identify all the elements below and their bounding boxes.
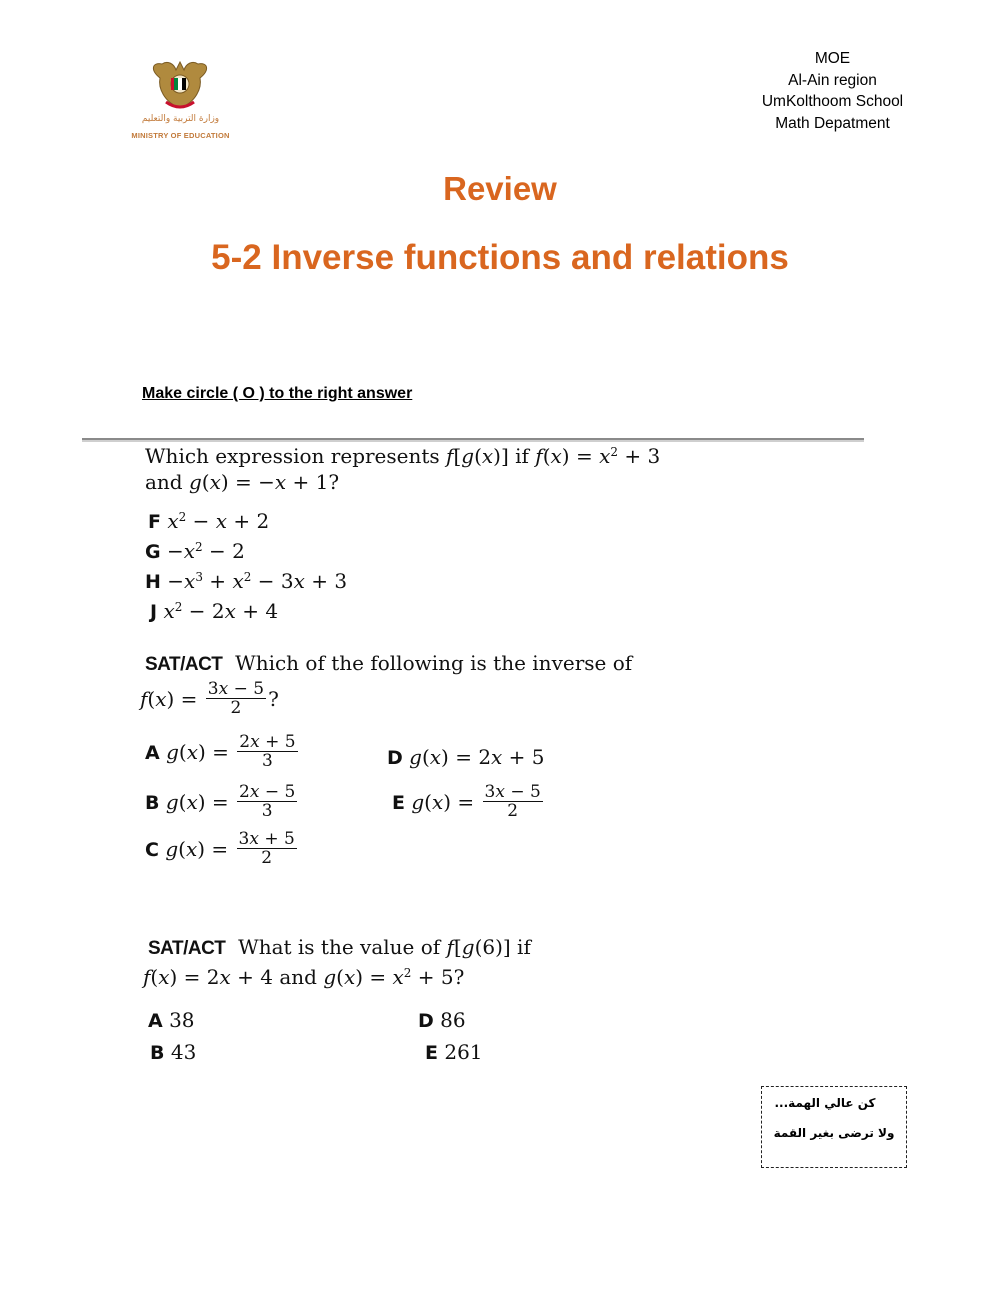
q2-option-c[interactable]: C g(x) = $\frac{3x + 5}{2}$ [145,829,295,868]
motto-line-1: كن عالي الهمة... [774,1096,876,1110]
question-2-function: f(x) = $\frac{3x - 5}{2}$ ? [140,679,279,718]
question-3-stem-2: f(x) = 2x + 4 and $g(x) = x^2 + 5$? [143,965,465,989]
info-line: Math Depatment [775,114,890,132]
instruction-text: Make circle ( O ) to the right answer [142,385,413,402]
q3-option-a[interactable]: A 38 [148,1008,195,1032]
sat-act-tag: SAT/ACT [148,938,226,959]
info-line: Al-Ain region [788,71,877,89]
motto-box [761,1086,907,1168]
q1-option-j[interactable]: J $x^2 - 2x + 4$ [150,599,279,623]
info-line: UmKolthoom School [761,93,904,110]
lesson-title: 5-2 Inverse functions and relations [211,238,789,277]
school-info [745,48,920,134]
question-1-stem: Which expression represents f[g(x)] if $f(x) = x^2 + 3$ [145,444,661,468]
logo-english-text: MINISTRY OF EDUCATION [131,131,230,140]
q2-option-b[interactable]: B g(x) = $\frac{2x - 5}{3}$ [145,782,296,821]
q3-option-b[interactable]: B 43 [150,1040,197,1064]
divider-line [82,438,864,440]
q1-option-g[interactable]: $G -x^2 - 2$ [145,539,245,563]
logo-arabic-text: وزارة التربية والتعليم [141,114,220,124]
question-3-stem: SAT/ACT What is the value of f[g(6)] if [148,935,531,959]
sat-act-tag: SAT/ACT [145,654,223,675]
q2-option-a[interactable]: A g(x) = $\frac{2x + 5}{3}$ [145,732,296,771]
emblem-icon [118,58,243,118]
q2-option-d[interactable]: D g(x) = 2x + 5 [387,745,545,769]
q3-option-e[interactable]: E 261 [425,1040,483,1064]
review-title: Review [443,170,557,207]
q2-option-e[interactable]: E g(x) = $\frac{3x - 5}{2}$ [392,782,541,821]
q1-option-f[interactable]: F $x^2 - x + 2$ [148,509,270,533]
question-1 [145,443,705,495]
question-2-stem: SAT/ACT Which of the following is the inverse of [145,651,633,675]
motto-line-2: ولا ترضى بغير القمة [773,1126,895,1140]
q3-option-d[interactable]: D 86 [418,1008,466,1032]
question-1-stem-2: and g(x) = −x + 1? [145,470,340,494]
info-line: MOE [814,50,851,67]
q1-option-h[interactable]: $H -x^3 + x^2 - 3x + 3$ [145,569,348,593]
